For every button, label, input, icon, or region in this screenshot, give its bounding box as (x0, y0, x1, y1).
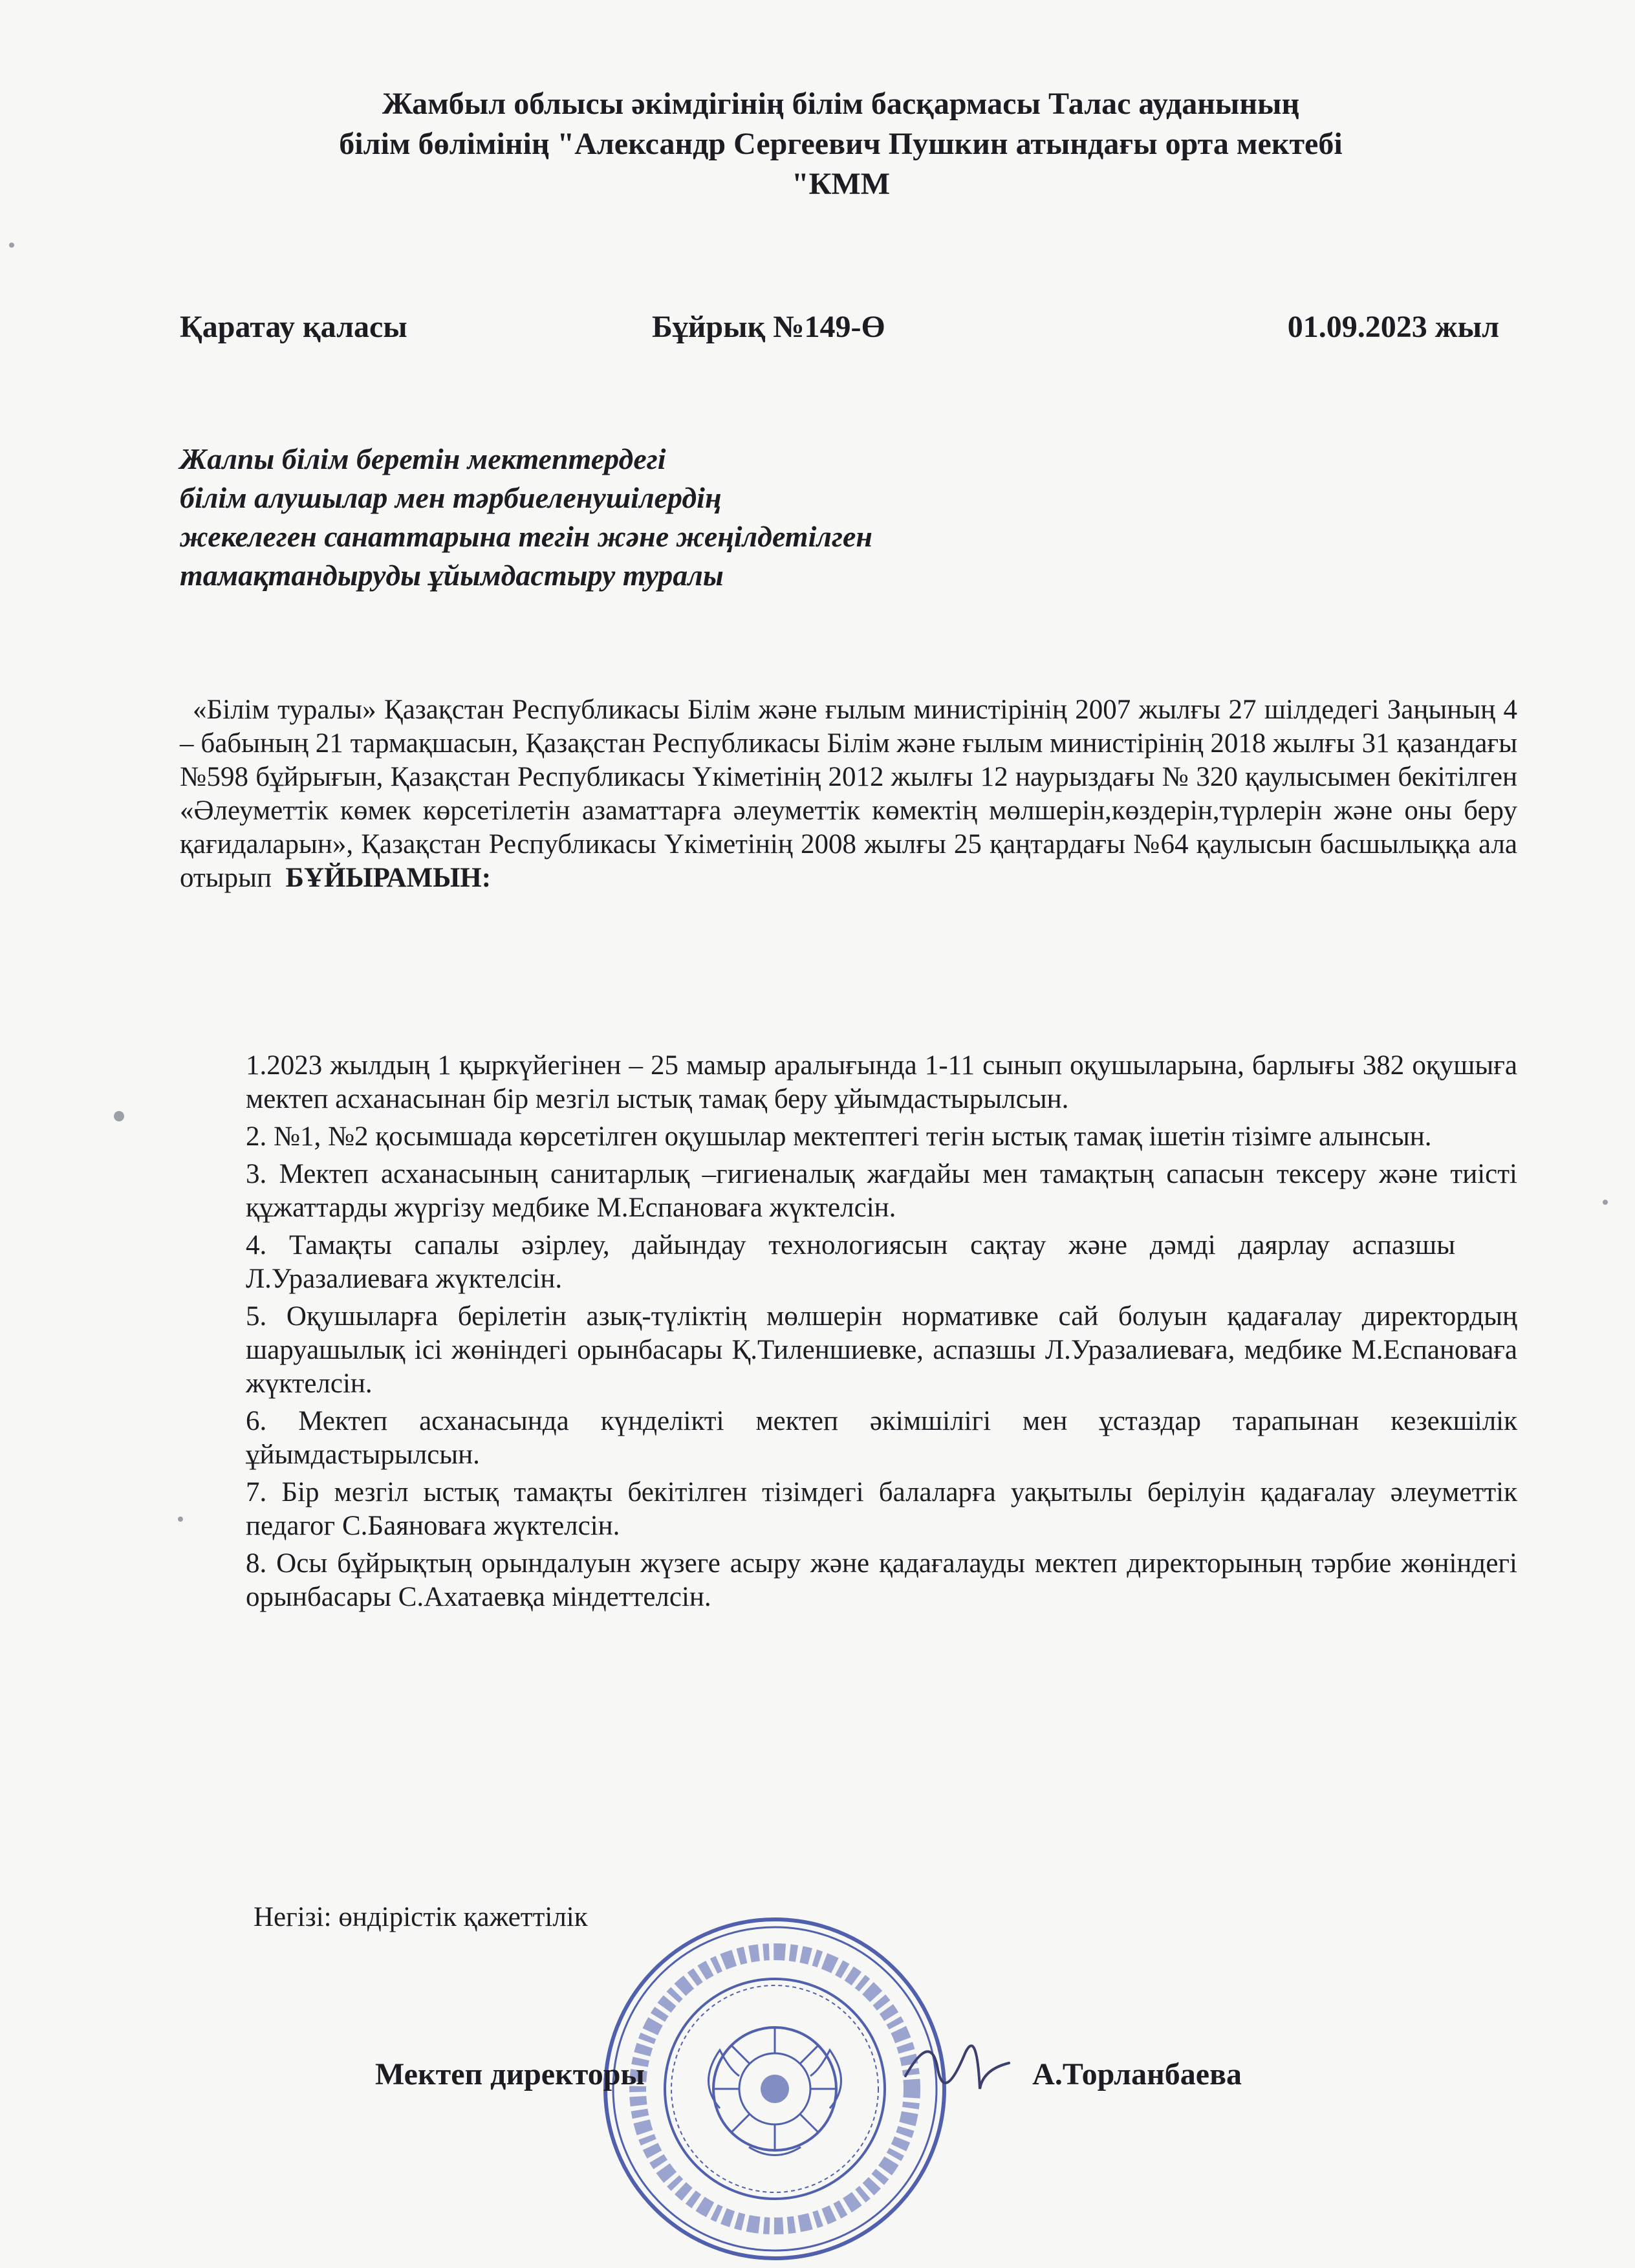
subject-line-3: жекелеген санаттарына тегін және жеңілдетілген (180, 520, 872, 553)
basis-note: Негізі: өндірістік қажеттілік (254, 1902, 588, 1932)
order-item-3: 3. Мектеп асханасының санитарлық –гигиеналық жағдайы мен тамақтың сапасын тексеру және тиісті құжаттарды жүргізу медбике М.Еспановаға жүктелсін. (246, 1159, 1517, 1223)
order-item-2: 2. №1, №2 қосымшада көрсетілген оқушылар мектептегі тегін ыстық тамақ ішетін тізімге алынсын. (246, 1121, 1432, 1152)
preamble-paragraph (180, 693, 1517, 895)
city-label: Қаратау қаласы (180, 310, 407, 344)
order-item-7: 7. Бір мезгіл ыстық тамақты бекітілген тізімдегі балаларға уақытылы берілуін қадағалау әлеуметтік педагог С.Баяноваға жүктелсін. (246, 1477, 1517, 1541)
preamble-text: «Білім туралы» Қазақстан Республикасы Білім және ғылым министірінің 2007 жылғы 27 шілдедегі Заңының 4 – бабының 21 тармақшасын, Қазақстан Республикасы Білім және ғылым министірінің 2018 жылғы 31 қазандағы №598 бұйрығын, Қазақстан Республикасы Үкіметінің 2012 жылғы 12 наурыздағы № 320 қаулысымен бекітілген «Әлеуметтік көмек көрсетілетін азаматтарға әлеуметтік көмектің мөлшерін,көздерін,түрлерін және оны беру қағидаларын», Қазақстан Республикасы Үкіметінің 2008 жылғы 25 қаңтардағы №64 қаулысын басшылыққа ала отырып (180, 695, 1517, 893)
order-subject (180, 440, 1150, 595)
header-line-3: "КММ (791, 167, 891, 201)
paper-speck (1603, 1200, 1608, 1205)
signatory-title: Мектеп директоры (375, 2057, 645, 2091)
order-item-6: 6. Мектеп асханасында күнделікті мектеп әкімшілігі мен ұстаздар тарапынан кезекшілік ұйымдастырылсын. (246, 1406, 1517, 1470)
paper-speck (114, 1111, 124, 1121)
order-item-4: 4. Тамақты сапалы әзірлеу, дайындау технологиясын сақтау және дәмді даярлау аспазшы Л.Уразалиеваға жүктелсін. (246, 1230, 1455, 1294)
order-date: 01.09.2023 жыл (1287, 310, 1499, 344)
paper-speck (178, 1517, 183, 1522)
document-header (162, 84, 1520, 204)
paper-speck (9, 243, 14, 248)
order-number: Бұйрық №149-Ө (652, 310, 885, 344)
header-line-1: Жамбыл облысы әкімдігінің білім басқармасы Талас ауданының (382, 87, 1300, 121)
order-item-1: 1.2023 жылдың 1 қыркүйегінен – 25 мамыр аралығында 1-11 сынып оқушыларына, барлығы 382 оқушыға мектеп асханасынан бір мезгіл ыстық тамақ беру ұйымдастырылсын. (246, 1050, 1517, 1114)
order-meta-row (180, 309, 1499, 354)
header-line-2: білім бөлімінің "Александр Сергеевич Пушкин атындағы орта мектебі (339, 127, 1343, 161)
order-item-5: 5. Оқушыларға берілетін азық-түліктің мөлшерін нормативке сай болуын қадағалау директордың шаруашылық ісі жөніндегі орынбасары Қ.Тиленшиевке, аспазшы Л.Уразалиеваға, медбике М.Еспановаға жүктелсін. (246, 1301, 1517, 1399)
order-item-8: 8. Осы бұйрықтың орындалуын жүзеге асыру және қадағалауды мектеп директорының тәрбие жөніндегі орынбасары С.Ахатаевқа міндеттелсін. (246, 1548, 1517, 1612)
signature-row (375, 2057, 1242, 2108)
order-keyword: БҰЙЫРАМЫН: (285, 863, 492, 893)
subject-line-2: білім алушылар мен тәрбиеленушілердің (180, 481, 722, 514)
subject-line-4: тамақтандыруды ұйымдастыру туралы (180, 559, 724, 592)
subject-line-1: Жалпы білім беретін мектептердегі (180, 442, 666, 475)
signatory-name: А.Торланбаева (1032, 2057, 1242, 2091)
order-items-list (246, 1049, 1517, 1618)
